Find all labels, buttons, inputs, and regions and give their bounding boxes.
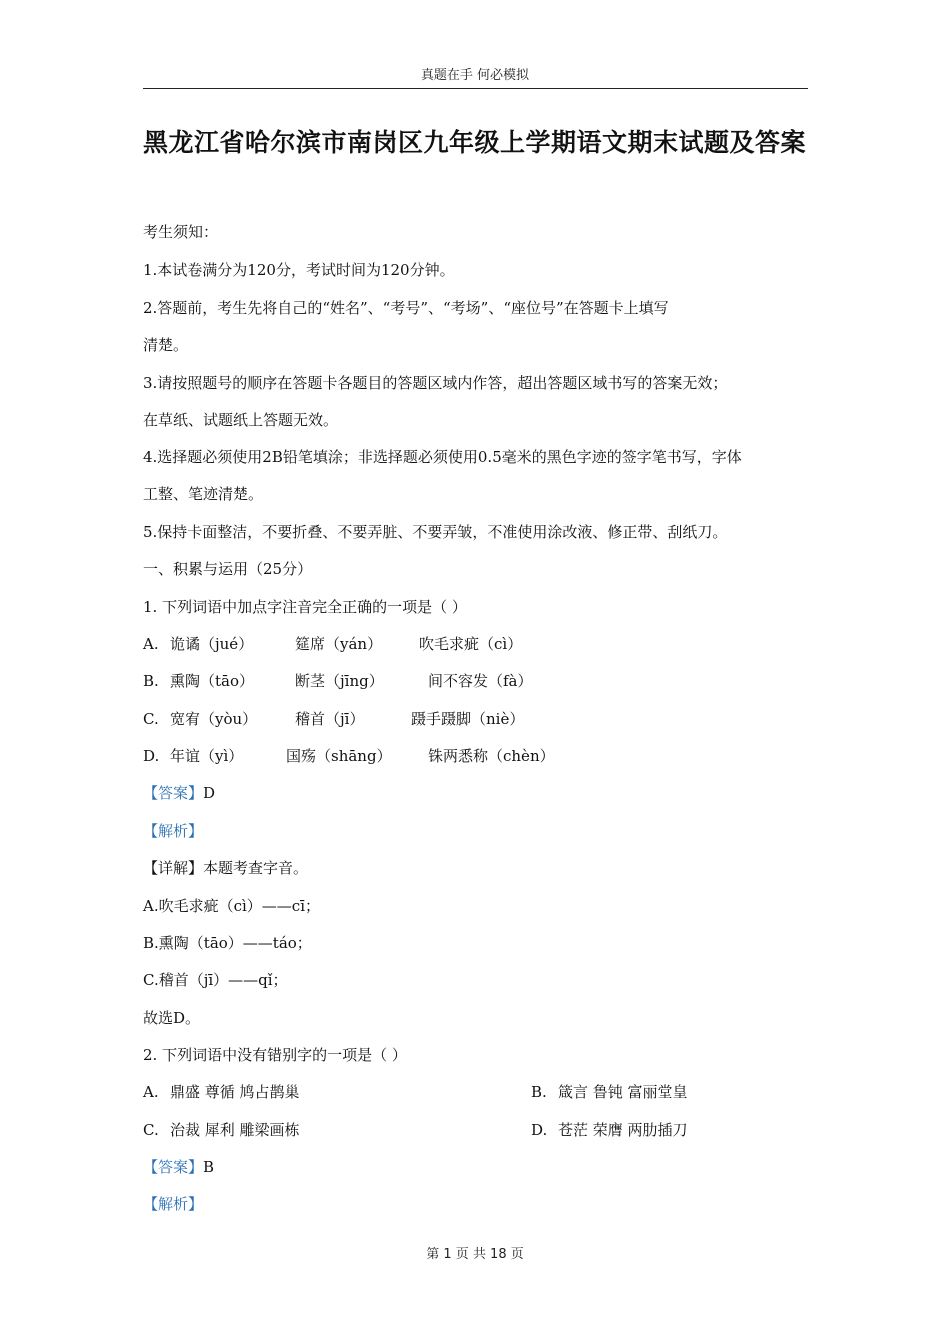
option-label: C.	[143, 710, 159, 728]
option-label: A.	[143, 1083, 159, 1101]
explanation-line: B.熏陶（tāo）——táo；	[143, 934, 312, 952]
explanation-line: 故选D。	[143, 1009, 201, 1027]
option-label: C.	[143, 1121, 159, 1139]
question-1-stem: 1. 下列词语中加点字注音完全正确的一项是（ ）	[143, 598, 467, 616]
option-word: 宽宥（yòu）	[170, 710, 258, 728]
option-word: 年谊（yì）	[170, 747, 244, 765]
question-1-option-b	[143, 671, 533, 691]
option-word: 蹑手蹑脚（niè）	[411, 710, 525, 728]
detail-tag: 【详解】	[143, 859, 204, 877]
option-label: B.	[531, 1083, 547, 1101]
option-word: 断茎（jīng）	[295, 672, 384, 690]
option-word: 熏陶（tāo）	[170, 672, 255, 690]
question-2-answer	[143, 1157, 214, 1177]
question-1-answer	[143, 783, 215, 803]
document-title: 黑龙江省哈尔滨市南岗区九年级上学期语文期末试题及答案	[143, 128, 807, 157]
option-word: 国殇（shāng）	[286, 747, 392, 765]
answer-value: D	[203, 784, 216, 802]
question-2-option-a	[143, 1082, 300, 1102]
notice-item: 在草纸、试题纸上答题无效。	[143, 411, 339, 429]
question-1-option-d	[143, 746, 555, 766]
notice-item: 工整、笔迹清楚。	[143, 485, 264, 503]
option-text: 鼎盛 尊循 鸠占鹊巢	[170, 1083, 300, 1101]
question-1-detail	[143, 858, 308, 878]
section-heading: 一、积累与运用（25分）	[143, 560, 313, 578]
notice-item: 4.选择题必须使用2B铅笔填涂；非选择题必须使用0.5毫米的黑色字迹的签字笔书写，字体	[143, 448, 742, 466]
answer-value: B	[203, 1158, 215, 1176]
notice-item: 3.请按照题号的顺序在答题卡各题目的答题区域内作答，超出答题区域书写的答案无效；	[143, 374, 728, 392]
option-text: 苍茫 荣膺 两肋插刀	[558, 1121, 688, 1139]
page-footer: 第 1 页 共 18 页	[426, 1247, 524, 1262]
question-1-analysis	[143, 821, 203, 841]
question-1-option-a	[143, 634, 523, 654]
question-2-option-c	[143, 1120, 300, 1140]
question-1-option-c	[143, 709, 525, 729]
option-label: D.	[143, 747, 160, 765]
option-word: 铢两悉称（chèn）	[428, 747, 555, 765]
option-word: 稽首（jī）	[295, 710, 365, 728]
answer-tag: 【答案】	[143, 784, 204, 802]
question-2-option-d	[531, 1120, 688, 1140]
notice-item: 清楚。	[143, 336, 189, 354]
notice-item: 2.答题前，考生先将自己的“姓名”、“考号”、“考场”、“座位号”在答题卡上填写	[143, 299, 669, 317]
option-word: 筵席（yán）	[295, 635, 383, 653]
option-label: B.	[143, 672, 159, 690]
analysis-tag: 【解析】	[143, 1195, 204, 1213]
option-text: 治裁 犀利 雕梁画栋	[170, 1121, 300, 1139]
explanation-line: A.吹毛求疵（cì）——cī；	[143, 897, 320, 915]
notice-item: 1.本试卷满分为120分，考试时间为120分钟。	[143, 261, 455, 279]
question-2-analysis	[143, 1194, 203, 1214]
notice-item: 5.保持卡面整洁，不要折叠、不要弄脏、不要弄皱，不准使用涂改液、修正带、刮纸刀。	[143, 523, 728, 541]
analysis-tag: 【解析】	[143, 822, 204, 840]
question-2-option-b	[531, 1082, 688, 1102]
option-word: 间不容发（fà）	[428, 672, 533, 690]
detail-text: 本题考查字音。	[203, 859, 309, 877]
option-label: A.	[143, 635, 159, 653]
page-header: 真题在手 何必模拟	[420, 68, 530, 83]
question-2-stem: 2. 下列词语中没有错别字的一项是（ ）	[143, 1046, 407, 1064]
option-label: D.	[531, 1121, 548, 1139]
option-word: 诡谲（jué）	[170, 635, 254, 653]
header-divider	[143, 88, 808, 89]
explanation-line: C.稽首（jī）——qǐ；	[143, 971, 288, 989]
answer-tag: 【答案】	[143, 1158, 204, 1176]
option-word: 吹毛求疵（cì）	[419, 635, 523, 653]
notice-heading: 考生须知：	[143, 223, 219, 241]
option-text: 箴言 鲁钝 富丽堂皇	[558, 1083, 688, 1101]
